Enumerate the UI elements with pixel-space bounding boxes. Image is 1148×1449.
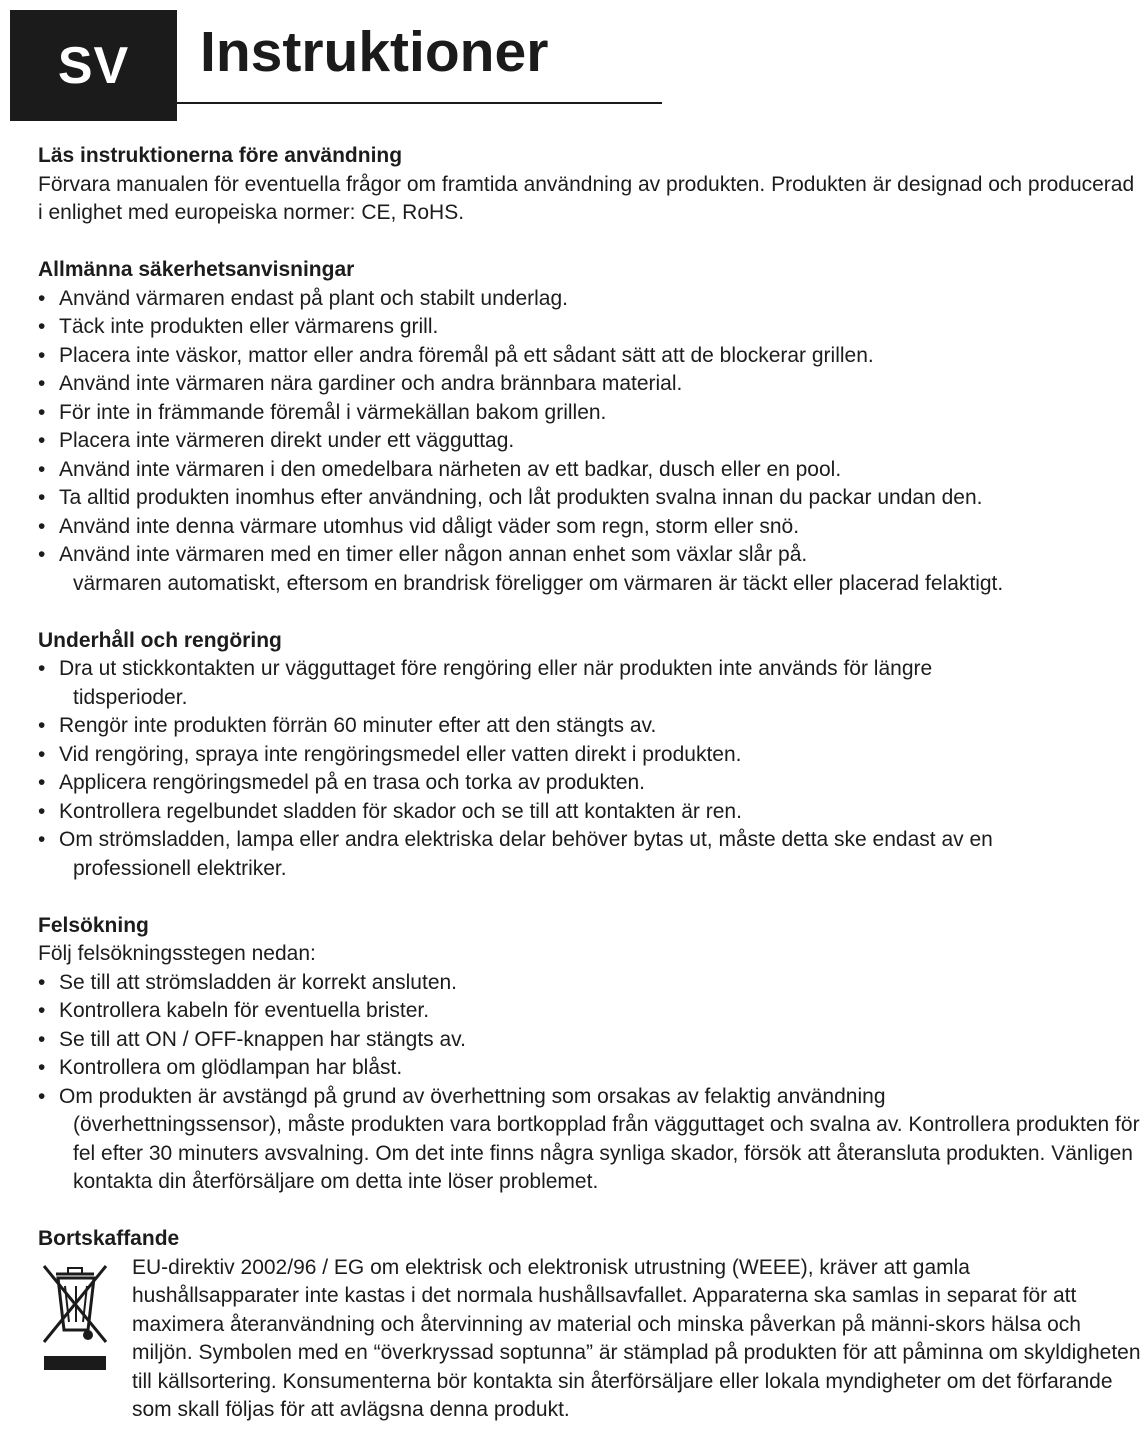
intro-heading: Läs instruktionerna före användning	[38, 144, 403, 167]
list-item-continuation: värmaren automatiskt, eftersom en brandrisk föreligger om värmaren är täckt eller placerad felaktigt.	[73, 571, 1004, 595]
list-item-continuation: professionell elektriker.	[73, 856, 287, 880]
list-item: • Använd värmaren endast på plant och stabilt underlag.	[38, 285, 1142, 314]
disposal-heading: Bortskaffande	[38, 1227, 180, 1250]
list-item: • Kontrollera regelbundet sladden för skador och se till att kontakten är ren.	[38, 798, 1142, 827]
troubleshooting-heading: Felsökning	[38, 913, 149, 937]
list-item: • Använd inte denna värmare utomhus vid dåligt väder som regn, storm eller snö.	[38, 513, 1142, 542]
troubleshooting-list	[38, 969, 1142, 1197]
troubleshooting-intro: Följ felsökningsstegen nedan:	[38, 942, 316, 965]
language-badge	[10, 10, 177, 121]
list-item: • Använd inte värmaren nära gardiner och andra brännbara material.	[38, 370, 1142, 399]
maintenance-heading: Underhåll och rengöring	[38, 628, 282, 652]
list-item-text: Om strömsladden, lampa eller andra elektriska delar behöver bytas ut, måste detta ske endast av en	[59, 828, 993, 851]
title-divider	[177, 102, 662, 104]
safety-section	[38, 256, 1142, 598]
disposal-text: EU-direktiv 2002/96 / EG om elektrisk och elektronisk utrustning (WEEE), kräver att gamla hushållsapparater inte kastas i det normala hushållsavfallet. Apparaterna ska samlas in separat för att maximera återanvändning och återvinning av material och minska påverkan på männi-skors hälsa och miljön. Symbolen med en “överkryssad soptunna” är stämplad på produkten för att påminna om skyldigheten till källsortering. Konsumenterna bör kontakta sin återförsäljare eller lokala myndigheter om det förfarande som skall följas för att avlägsna denna produkt.	[132, 1255, 1141, 1421]
list-item-text: Om produkten är avstängd på grund av överhettning som orsakas av felaktig användning	[59, 1084, 886, 1108]
page-title: Instruktioner	[200, 20, 549, 84]
intro-section	[38, 142, 1142, 228]
list-item: • Kontrollera kabeln för eventuella brister.	[38, 997, 1142, 1026]
disposal-block	[38, 1254, 1142, 1425]
list-item: • Applicera rengöringsmedel på en trasa och torka av produkten.	[38, 769, 1142, 798]
disposal-section	[38, 1225, 1142, 1425]
maintenance-section	[38, 627, 1142, 884]
list-item: • Placera inte värmeren direkt under ett vägguttag.	[38, 427, 1142, 456]
crossed-out-wheelie-bin-icon	[38, 1254, 132, 1378]
list-item-text: Dra ut stickkontakten ur vägguttaget före rengöring eller när produkten inte används för längre	[59, 657, 933, 680]
safety-heading: Allmänna säkerhetsanvisningar	[38, 258, 355, 281]
list-item: • Använd inte värmaren i den omedelbara närheten av ett badkar, dusch eller en pool.	[38, 456, 1142, 485]
maintenance-list	[38, 655, 1142, 883]
safety-list	[38, 285, 1142, 599]
list-item: • Vid rengöring, spraya inte rengöringsmedel eller vatten direkt i produkten.	[38, 741, 1142, 770]
list-item: • Se till att ON / OFF-knappen har stängts av.	[38, 1026, 1142, 1055]
list-item: • Placera inte väskor, mattor eller andra föremål på ett sådant sätt att de blockerar grillen.	[38, 342, 1142, 371]
list-item-continuation: (överhettningssensor), måste produkten vara bortkopplad från vägguttaget och svalna av. Kontrollera produkten för fel efter 30 minuters avsvalning. Om det inte finns några synliga skador, försök att återansluta produkten. Vänligen kontakta din återförsäljare om detta inte löser problemet.	[73, 1113, 1140, 1193]
list-item: • Se till att strömsladden är korrekt ansluten.	[38, 969, 1142, 998]
list-item: • Ta alltid produkten inomhus efter användning, och låt produkten svalna innan du packar undan den.	[38, 484, 1142, 513]
troubleshooting-section	[38, 912, 1142, 1197]
list-item	[38, 541, 1142, 598]
document-body	[38, 142, 1142, 1425]
list-item	[38, 1083, 1142, 1197]
list-item	[38, 826, 1142, 883]
list-item: • Täck inte produkten eller värmarens grill.	[38, 313, 1142, 342]
list-item-text: Använd inte värmaren med en timer eller någon annan enhet som växlar slår på.	[59, 543, 808, 566]
list-item-continuation: tidsperioder.	[73, 685, 188, 709]
list-item: • Rengör inte produkten förrän 60 minuter efter att den stängts av.	[38, 712, 1142, 741]
language-code: SV	[57, 36, 130, 95]
list-item: • För inte in främmande föremål i värmekällan bakom grillen.	[38, 399, 1142, 428]
intro-text: Förvara manualen för eventuella frågor om framtida användning av produkten. Produkten är designad och producerad i enlighet med europeiska normer: CE, RoHS.	[38, 172, 1135, 224]
list-item	[38, 655, 1142, 712]
list-item: • Kontrollera om glödlampan har blåst.	[38, 1054, 1142, 1083]
